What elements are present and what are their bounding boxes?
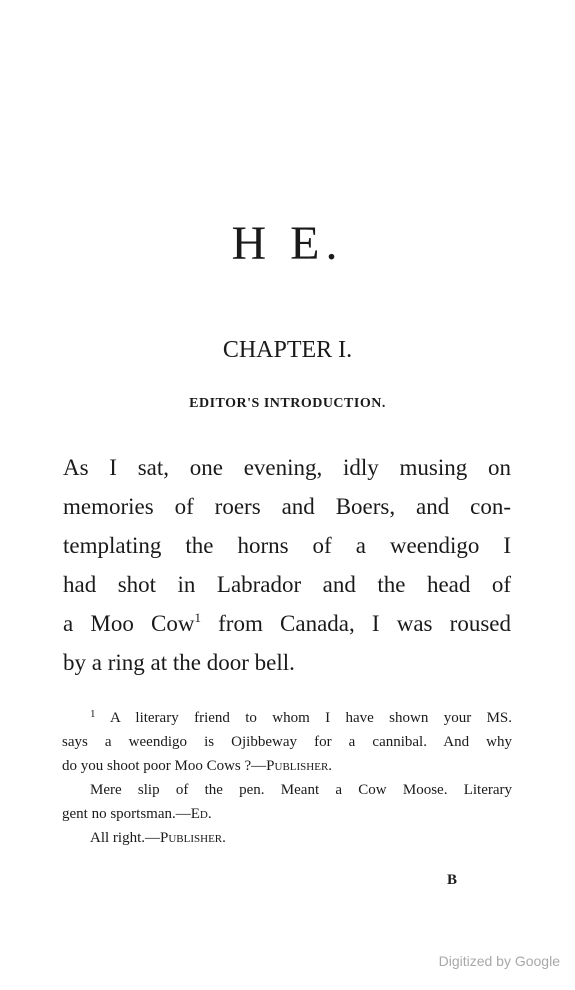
footnote-text: do you shoot poor Moo Cows ?— bbox=[62, 758, 267, 774]
body-line-part: a Moo Cow bbox=[63, 611, 195, 636]
body-line: As I sat, one evening, idly musing on bbox=[63, 455, 511, 480]
chapter-heading: CHAPTER I. bbox=[222, 337, 353, 363]
footnote-line bbox=[62, 754, 512, 778]
digitization-watermark: Digitized by Google bbox=[438, 953, 560, 969]
footnotes bbox=[62, 706, 512, 850]
footnote-signature: Publisher. bbox=[160, 830, 226, 846]
body-paragraph bbox=[63, 448, 511, 682]
footnote-signature: Publisher. bbox=[266, 758, 333, 774]
body-line: templating the horns of a weendigo I bbox=[63, 533, 511, 558]
footnote-signature: Ed. bbox=[190, 806, 212, 822]
signature-mark: B bbox=[447, 872, 458, 888]
body-line: memories of roers and Boers, and con- bbox=[63, 494, 511, 519]
section-heading: EDITOR'S INTRODUCTION. bbox=[189, 396, 386, 411]
footnote-reference: 1 bbox=[194, 610, 201, 625]
footnote-text: gent no sportsman.— bbox=[62, 806, 191, 822]
footnote-text: A literary friend to whom I have shown your MS. bbox=[95, 710, 512, 726]
body-line: by a ring at the door bell. bbox=[63, 650, 295, 675]
footnote-line bbox=[62, 706, 512, 730]
footnote-line bbox=[62, 826, 512, 850]
footnote-marker: 1 bbox=[90, 708, 96, 720]
body-line-part: from Canada, I was roused bbox=[200, 611, 511, 636]
footnote-text: All right.— bbox=[90, 830, 160, 846]
footnote-line: says a weendigo is Ojibbeway for a cannibal. And why bbox=[62, 734, 512, 750]
footnote-line: Mere slip of the pen. Meant a Cow Moose. Literary bbox=[90, 782, 512, 798]
footnote-line bbox=[62, 802, 512, 826]
book-title: H E. bbox=[231, 217, 344, 270]
body-line: had shot in Labrador and the head of bbox=[63, 572, 511, 597]
body-line bbox=[63, 604, 511, 643]
